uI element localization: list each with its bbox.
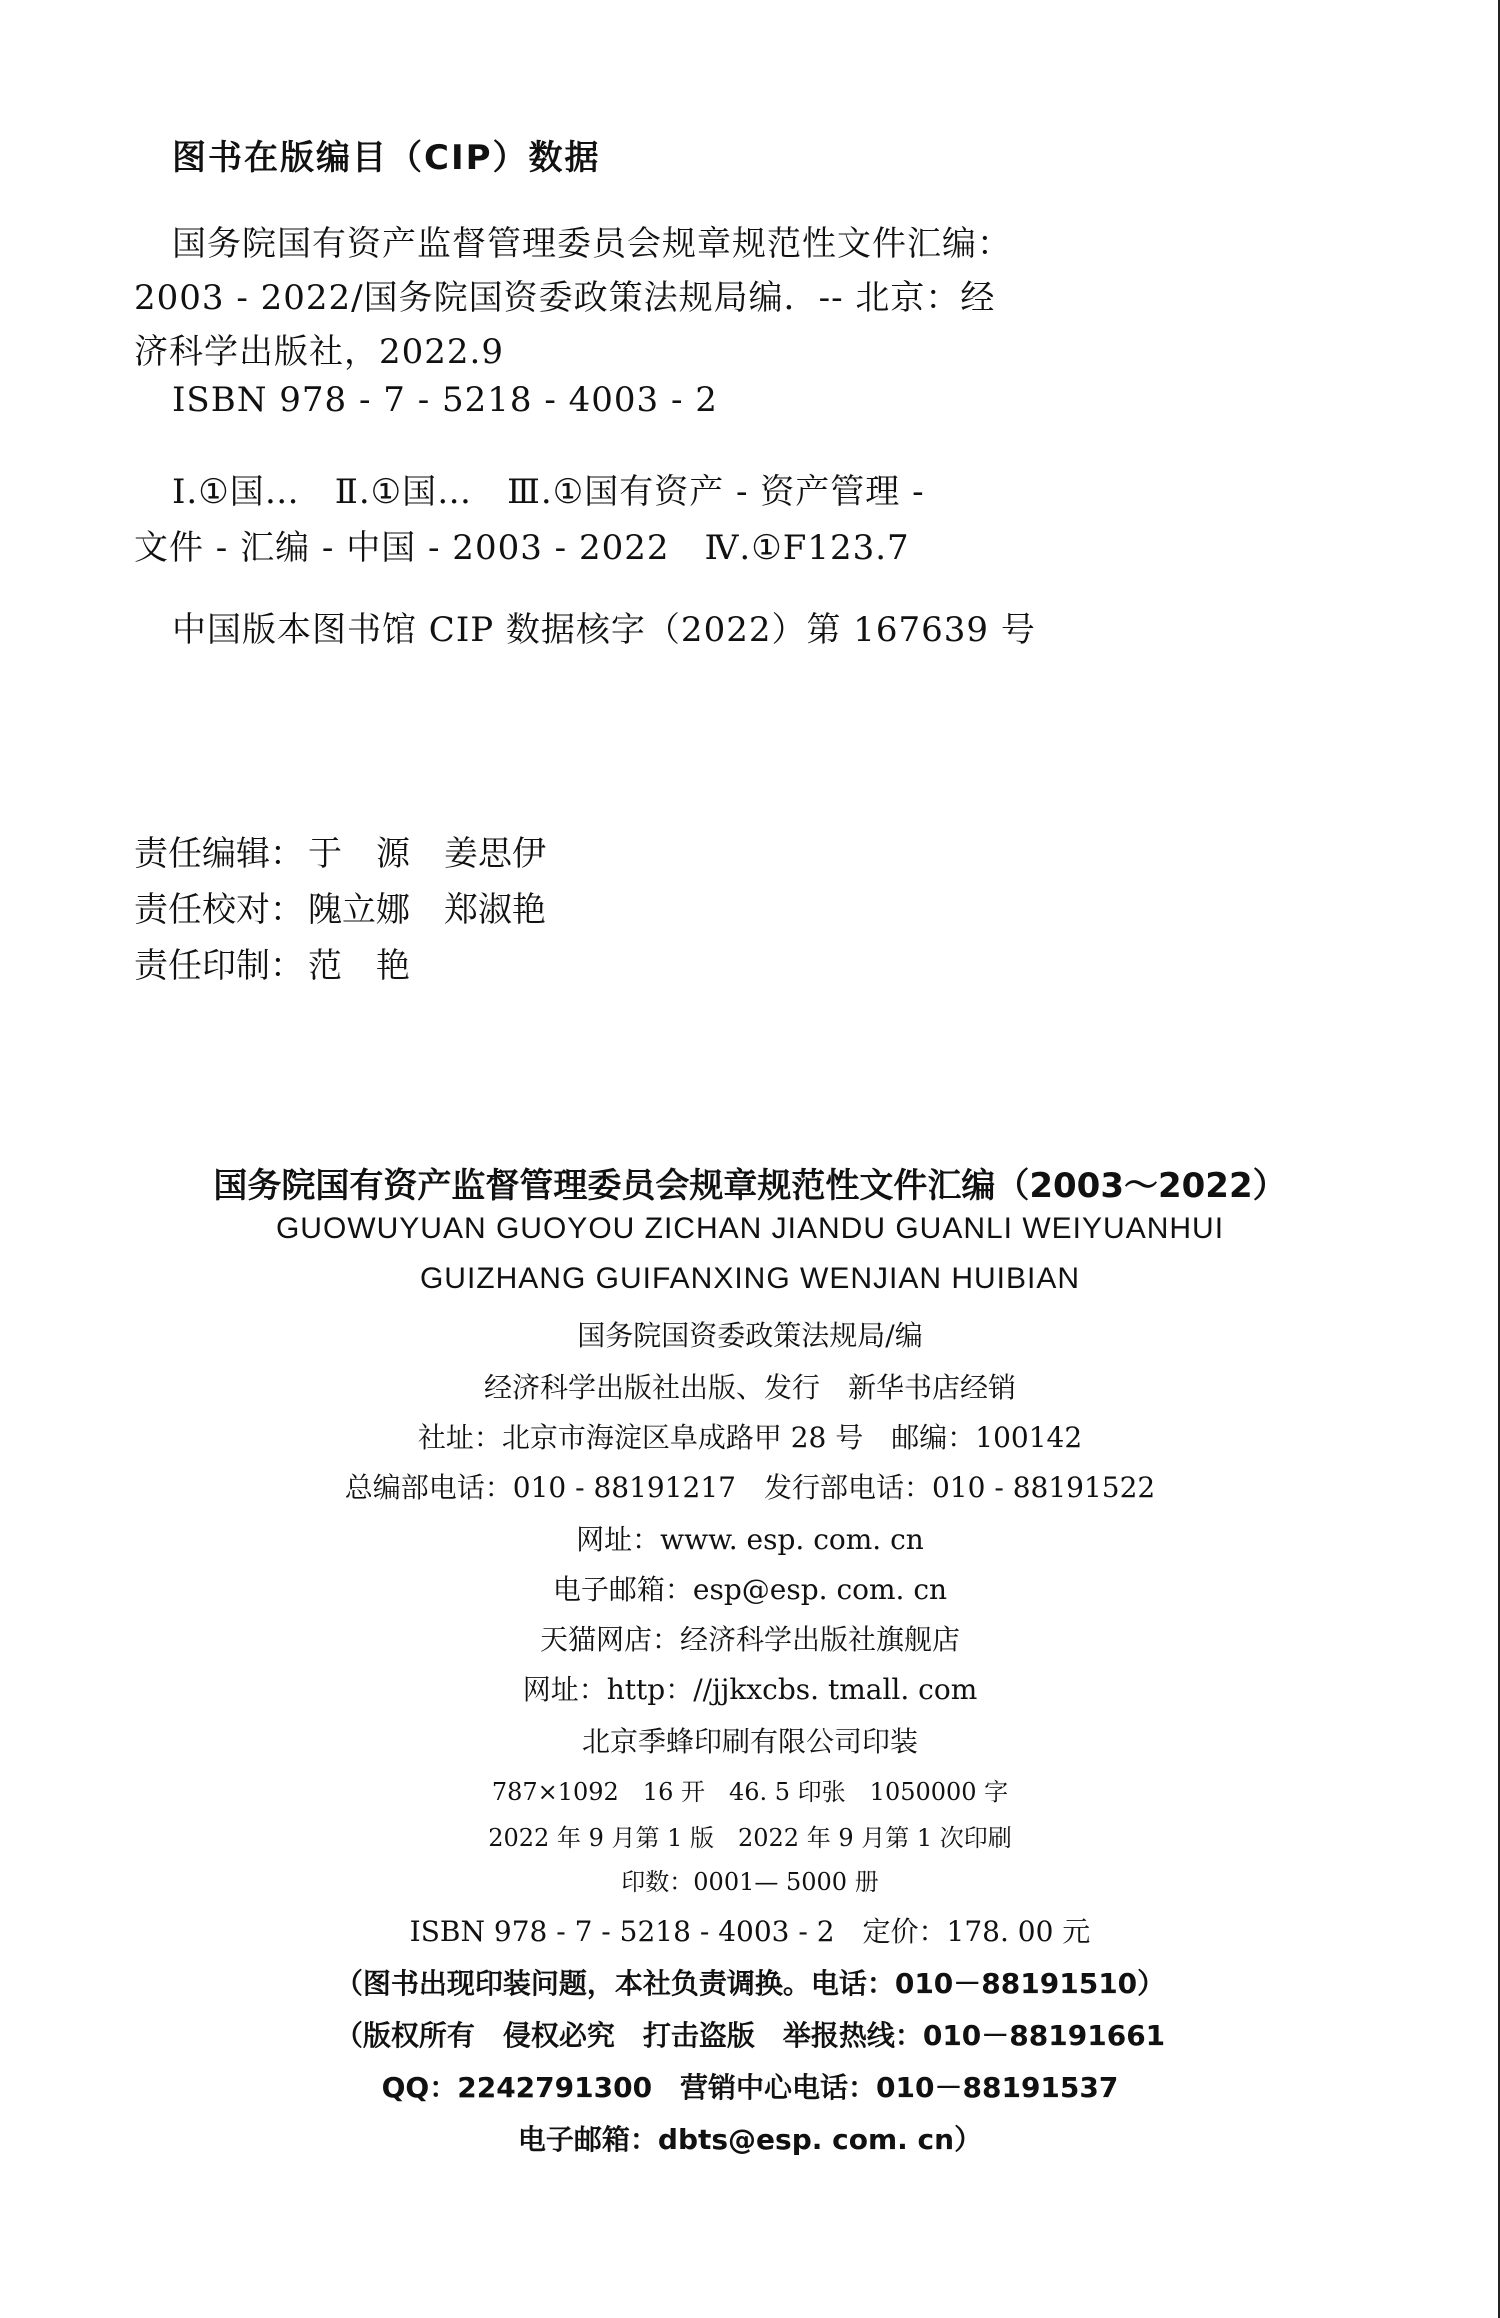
staff-value: 范 艳: [308, 946, 410, 986]
colophon-tmall-store: 天猫网店：经济科学出版社旗舰店: [539, 1623, 960, 1656]
colophon-phones: 总编部电话：010 - 88191217 发行部电话：010 - 88191522: [344, 1471, 1156, 1504]
cip-heading: 图书在版编目（CIP）数据: [172, 138, 601, 178]
colophon-title: 国务院国有资产监督管理委员会规章规范性文件汇编（2003～2022）: [213, 1166, 1287, 1206]
colophon-notice-line-2: （版权所有 侵权必究 打击盗版 举报热线：010－88191661: [334, 2019, 1166, 2052]
cip-description-line-2: 2003 - 2022/国务院国资委政策法规局编．-- 北京：经: [134, 278, 996, 318]
staff-value: 于 源 姜思伊: [308, 834, 546, 874]
cip-description-line-3: 济科学出版社，2022.9: [134, 332, 504, 372]
colophon-website: 网址：www. esp. com. cn: [576, 1523, 924, 1556]
staff-label: 责任编辑：: [134, 834, 304, 874]
colophon-pinyin-line-2: GUIZHANG GUIFANXING WENJIAN HUIBIAN: [419, 1262, 1081, 1295]
cip-classification-line-1: Ⅰ.①国… Ⅱ.①国… Ⅲ.①国有资产 - 资产管理 -: [172, 472, 925, 512]
colophon-editor: 国务院国资委政策法规局/编: [577, 1319, 923, 1352]
staff-label: 责任校对：: [134, 890, 304, 930]
cip-classification-line-2: 文件 - 汇编 - 中国 - 2003 - 2022 Ⅳ.①F123.7: [134, 528, 910, 568]
colophon-notice-line-1: （图书出现印装问题，本社负责调换。电话：010－88191510）: [334, 1967, 1166, 2000]
colophon-address: 社址：北京市海淀区阜成路甲 28 号 邮编：100142: [417, 1421, 1083, 1454]
cip-isbn: ISBN 978 - 7 - 5218 - 4003 - 2: [172, 380, 718, 420]
colophon-email: 电子邮箱：esp@esp. com. cn: [552, 1573, 948, 1606]
staff-value: 隗立娜 郑淑艳: [308, 890, 546, 930]
colophon-edition: 2022 年 9 月第 1 版 2022 年 9 月第 1 次印刷: [488, 1824, 1012, 1852]
colophon-isbn-price: ISBN 978 - 7 - 5218 - 4003 - 2 定价：178. 00 元: [409, 1915, 1091, 1948]
colophon-notice-line-3: QQ：2242791300 营销中心电话：010－88191537: [381, 2071, 1119, 2104]
colophon-notice-line-4: 电子邮箱：dbts@esp. com. cn）: [517, 2123, 983, 2156]
colophon-tmall-url: 网址：http：//jjkxcbs. tmall. com: [522, 1673, 978, 1706]
colophon-publisher: 经济科学出版社出版、发行 新华书店经销: [483, 1371, 1016, 1404]
cip-description-line-1: 国务院国有资产监督管理委员会规章规范性文件汇编：: [172, 224, 1012, 264]
colophon-print-count: 印数：0001— 5000 册: [621, 1868, 879, 1896]
colophon-pinyin-line-1: GUOWUYUAN GUOYOU ZICHAN JIANDU GUANLI WEIYUANHUI: [275, 1212, 1225, 1245]
cip-data-number: 中国版本图书馆 CIP 数据核字（2022）第 167639 号: [172, 610, 1036, 650]
colophon-printer: 北京季蜂印刷有限公司印装: [581, 1725, 918, 1758]
colophon-specs: 787×1092 16 开 46. 5 印张 1050000 字: [491, 1778, 1009, 1806]
staff-row-printing: [134, 938, 410, 987]
staff-row-editor: [134, 826, 546, 875]
staff-row-proofreader: [134, 882, 546, 931]
staff-label: 责任印制：: [134, 946, 304, 986]
